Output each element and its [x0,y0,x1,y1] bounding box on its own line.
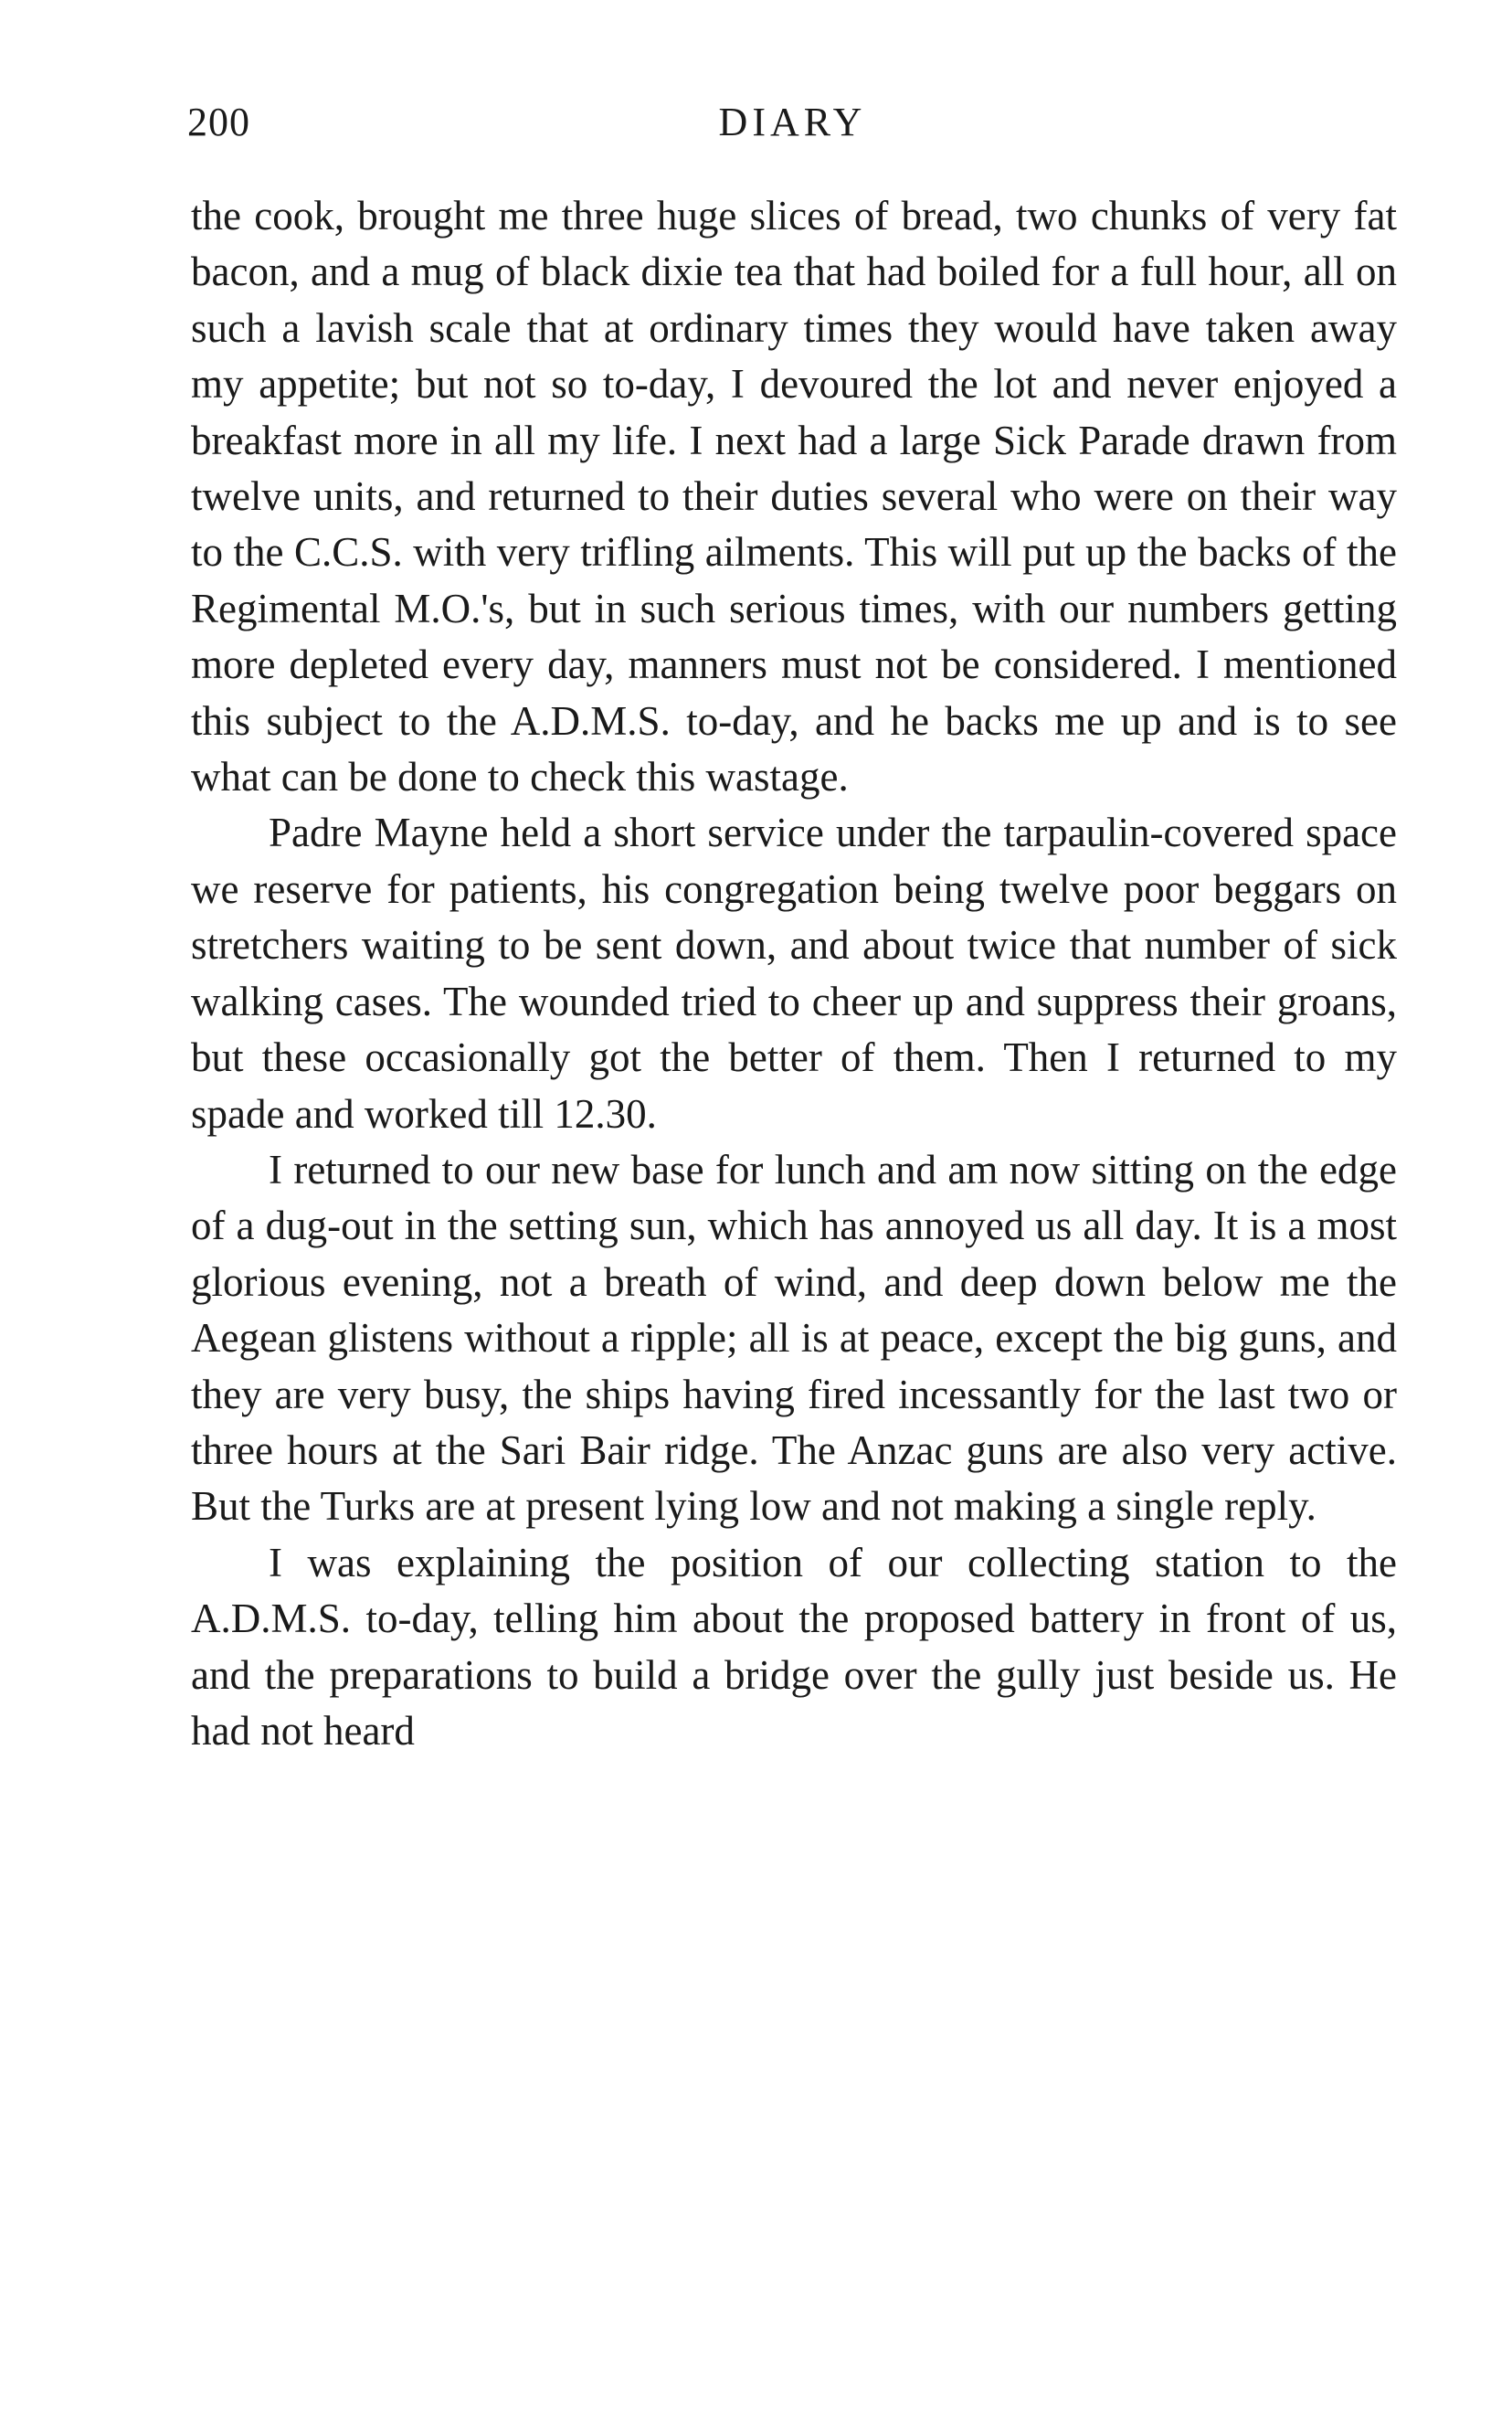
paragraph-continued: the cook, brought me three huge slices of bread, two chunks of very fat bacon, and a mug of black dixie tea that had boiled for a full hour, all on such a lavish scale that at ordinary times they would have taken away my appetite; but not so to-day, I devoured the lot and never enjoyed a breakfast more in all my life. I next had a large Sick Parade drawn from twelve units, and returned to their duties several who were on their way to the C.C.S. with very trifling ailments. This will put up the backs of the Regimental M.O.'s, but in such serious times, with our numbers getting more depleted every day, manners must not be considered. I mentioned this subject to the A.D.M.S. to-day, and he backs me up and is to see what can be done to check this wastage. [191,193,1397,800]
page-number: 200 [187,100,250,144]
paragraph-service: Padre Mayne held a short service under the tarpaulin-covered space we reserve for patients, his congregation being twelve poor beggars on stretchers waiting to be sent down, and about twice that number of sick walking cases. The wounded tried to cheer up and suppress their groans, but these occasionally got the better of them. Then I returned to my spade and worked till 12.30. [191,810,1397,1137]
running-title: DIARY [718,100,867,144]
paragraph-evening: I returned to our new base for lunch and am now sitting on the edge of a dug-out in the setting sun, which has annoyed us all day. It is a most glorious evening, not a breath of wind, and deep down below me the Aegean glistens without a ripple; all is at peace, except the big guns, and they are very busy, the ships having fired incessantly for the last two or three hours at the Sari Bair ridge. The Anzac guns are also very active. But the Turks are at present lying low and not making a single reply. [191,1146,1397,1530]
running-head [187,99,1398,154]
body-text [191,188,1397,1759]
paragraph-collecting-station: I was explaining the position of our collecting station to the A.D.M.S. to-day, telling him about the proposed battery in front of us, and the preparations to build a bridge over the gully just beside us. He had not heard [191,1539,1397,1754]
